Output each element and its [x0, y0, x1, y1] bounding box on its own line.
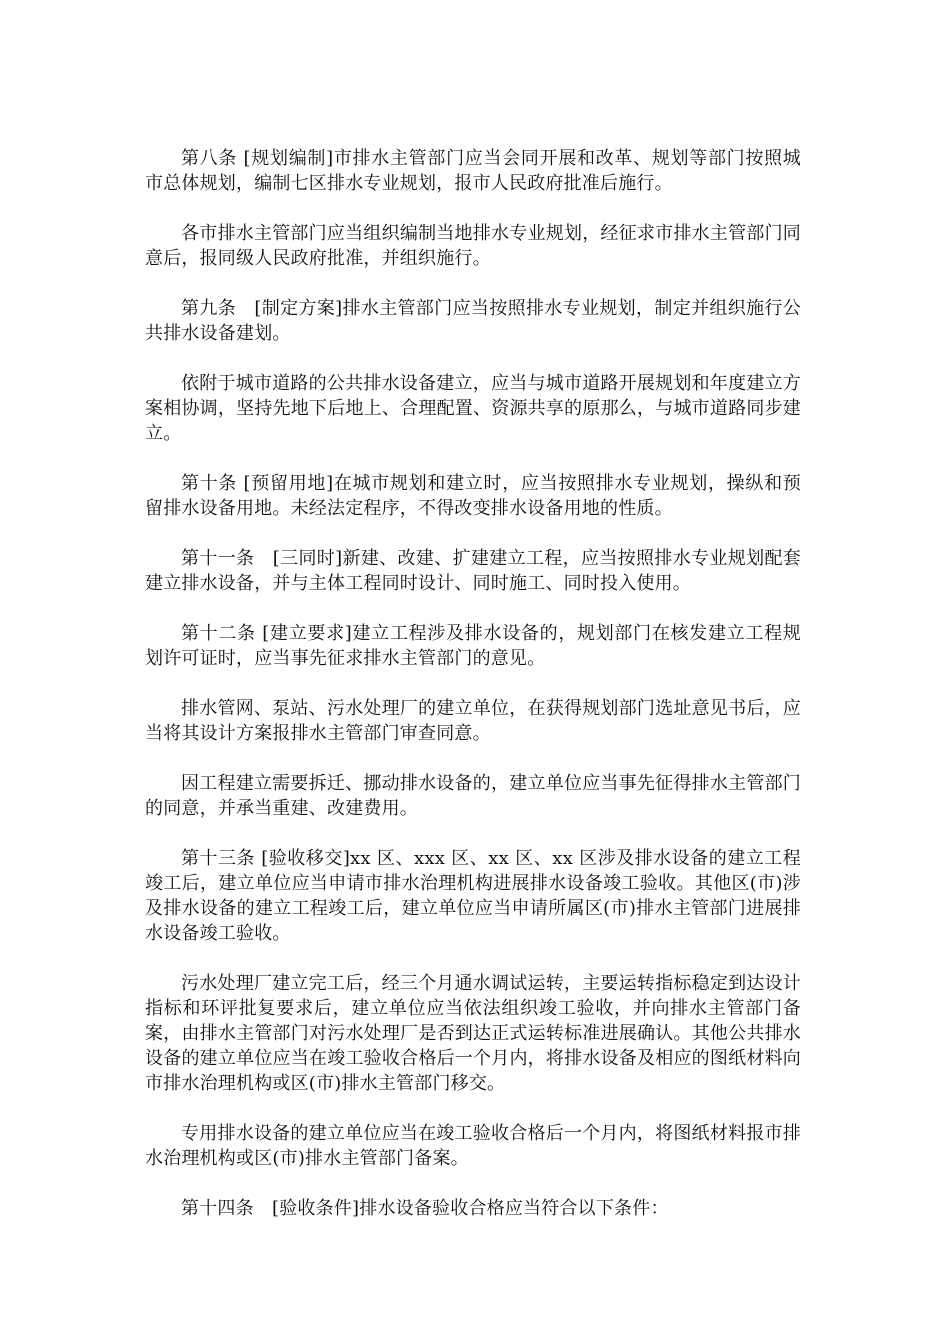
- paragraph-article-8-local-planning: 各市排水主管部门应当组织编制当地排水专业规划，经征求市排水主管部门同意后，报同级人民政府批准，并组织施行。: [145, 223, 801, 269]
- paragraph-article-11: 第十一条 [三同时]新建、改建、扩建建立工程，应当按照排水专业规划配套建立排水设备，并与主体工程同时设计、同时施工、同时投入使用。: [145, 548, 801, 594]
- paragraph-article-9-road-coordination: 依附于城市道路的公共排水设备建立，应当与城市道路开展规划和年度建立方案相协调，坚持先地下后地上、合理配置、资源共享的原那么，与城市道路同步建立。: [145, 373, 801, 444]
- paragraph-article-12: 第十二条 [建立要求]建立工程涉及排水设备的，规划部门在核发建立工程规划许可证时，应当事先征求排水主管部门的意见。: [145, 623, 801, 669]
- paragraph-article-13: 第十三条 [验收移交]xx 区、xxx 区、xx 区、xx 区涉及排水设备的建立工程竣工后，建立单位应当申请市排水治理机构进展排水设备竣工验收。其他区(市)涉及排水设备的建立工程竣工后，建立单位应当申请所属区(市)排水主管部门进展排水设备竣工验收。: [145, 848, 801, 944]
- paragraph-article-14: 第十四条 [验收条件]排水设备验收合格应当符合以下条件：: [181, 1198, 669, 1219]
- paragraph-article-13-special-facilities: 专用排水设备的建立单位应当在竣工验收合格后一个月内，将图纸材料报市排水治理机构或区(市)排水主管部门备案。: [145, 1123, 801, 1169]
- paragraph-article-10: 第十条 [预留用地]在城市规划和建立时，应当按照排水专业规划，操纵和预留排水设备用地。未经法定程序，不得改变排水设备用地的性质。: [145, 473, 801, 519]
- paragraph-article-12-relocation: 因工程建立需要拆迁、挪动排水设备的，建立单位应当事先征得排水主管部门的同意，并承当重建、改建费用。: [145, 773, 801, 819]
- paragraph-article-8: 第八条 [规划编制]市排水主管部门应当会同开展和改革、规划等部门按照城市总体规划，编制七区排水专业规划，报市人民政府批准后施行。: [145, 148, 801, 194]
- paragraph-article-9: 第九条 [制定方案]排水主管部门应当按照排水专业规划，制定并组织施行公共排水设备建划。: [145, 298, 801, 344]
- paragraph-article-13-sewage-plant: 污水处理厂建立完工后，经三个月通水调试运转，主要运转指标稳定到达设计指标和环评批复要求后，建立单位应当依法组织竣工验收，并向排水主管部门备案，由排水主管部门对污水处理厂是否到达正式运转标准进展确认。其他公共排水设备的建立单位应当在竣工验收合格后一个月内，将排水设备及相应的图纸材料向市排水治理机构或区(市)排水主管部门移交。: [145, 973, 801, 1094]
- document-body: [145, 146, 801, 1246]
- paragraph-article-12-design-review: 排水管网、泵站、污水处理厂的建立单位，在获得规划部门选址意见书后，应当将其设计方案报排水主管部门审查同意。: [145, 698, 801, 744]
